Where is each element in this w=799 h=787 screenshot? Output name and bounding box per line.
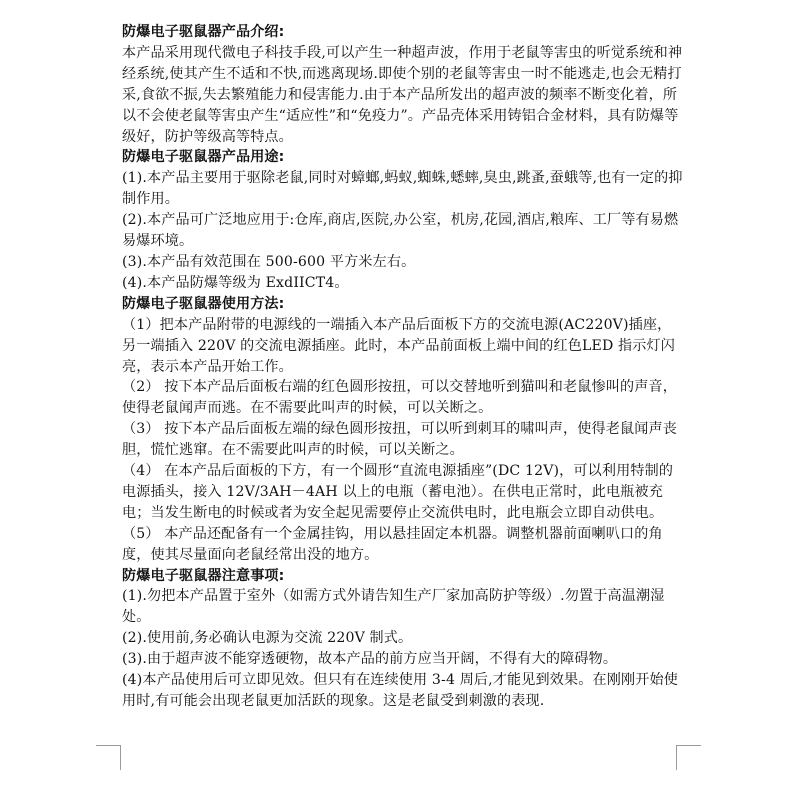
document-body bbox=[122, 22, 684, 712]
list-item: （5） 本产品还配备有一个金属挂钩，用以悬挂固定本机器。调整机器前面喇叭口的角度，使其尽量面向老鼠经常出没的地方。 bbox=[122, 525, 663, 563]
list-item: (3).本产品有效范围在 500-600 平方米左右。 bbox=[122, 253, 416, 270]
list-item: (2).本产品可广泛地应用于:仓库,商店,医院,办公室，机房,花园,酒店,粮库、工厂等有易燃易爆环境。 bbox=[122, 212, 679, 250]
list-item: （4） 在本产品后面板的下方，有一个圆形“直流电源插座”(DC 12V)，可以利用特制的电源插头，接入 12V/3AH－4AH 以上的电瓶（蓄电池）。在供电正常时，此电瓶被充电；当发生断电的时候或者为安全起见需要停止交流供电时，此电瓶会立即自动供电。 bbox=[122, 463, 674, 521]
list-item: (4).本产品防爆等级为 ExdIICT4。 bbox=[122, 274, 349, 291]
list-item: (2).使用前,务必确认电源为交流 220V 制式。 bbox=[122, 630, 413, 647]
page-corner-mark-right bbox=[676, 745, 701, 770]
section-usage bbox=[122, 294, 684, 566]
section-notes bbox=[122, 566, 684, 712]
section-heading: 防爆电子驱鼠器注意事项: bbox=[122, 567, 285, 584]
list-item: (4)本产品使用后可立即见效。但只有在连续使用 3-4 周后,才能见到效果。在刚刚开始使用时,有可能会出现老鼠更加活跃的现象。这是老鼠受到刺激的表现. bbox=[122, 672, 678, 709]
section-heading: 防爆电子驱鼠器使用方法: bbox=[122, 295, 285, 312]
paragraph: 本产品采用现代微电子科技手段,可以产生一种超声波，作用于老鼠等害虫的听觉系统和神经系统,使其产生不适和不快,而逃离现场.即使个别的老鼠等害虫一时不能逃走,也会无精打采,食欲不振,失去繁殖能力和侵害能力.由于本产品所发出的超声波的频率不断变化着，所以不会使老鼠等害虫产生“适应性”和“免疫力”。产品壳体采用铸铝合金材料，具有防爆等级好，防护等级高等特点。 bbox=[122, 44, 683, 145]
section-uses bbox=[122, 147, 684, 293]
section-intro bbox=[122, 22, 684, 147]
section-heading: 防爆电子驱鼠器产品介绍: bbox=[122, 24, 285, 40]
list-item: （1）把本产品附带的电源线的一端插入本产品后面板下方的交流电源(AC220V)插座，另一端插入 220V 的交流电源插座。此时，本产品前面板上端中间的红色LED 指示灯闪亮，表示本产品开始工作。 bbox=[122, 316, 676, 375]
list-item: （2） 按下本产品后面板右端的红色圆形按扭，可以交替地听到猫叫和老鼠惨叫的声音，使得老鼠闻声而逃。在不需要此叫声的时候，可以关断之。 bbox=[122, 379, 678, 417]
list-item: (1).勿把本产品置于室外（如需方式外请告知生产厂家加高防护等级）.勿置于高温潮湿处。 bbox=[122, 588, 665, 626]
page-corner-mark-left bbox=[96, 745, 121, 770]
section-heading: 防爆电子驱鼠器产品用途: bbox=[122, 149, 285, 166]
list-item: (3).由于超声波不能穿透硬物，故本产品的前方应当开阔，不得有大的障碍物。 bbox=[122, 651, 618, 668]
list-item: （3） 按下本产品后面板左端的绿色圆形按扭，可以听到刺耳的啸叫声，使得老鼠闻声丧胆，慌忙逃窜。在不需要此叫声的时候，可以关断之。 bbox=[122, 421, 678, 459]
list-item: (1).本产品主要用于驱除老鼠,同时对蟑螂,蚂蚁,蜘蛛,蟋蟀,臭虫,跳蚤,蚕蛾等,也有一定的抑制作用。 bbox=[122, 170, 683, 208]
